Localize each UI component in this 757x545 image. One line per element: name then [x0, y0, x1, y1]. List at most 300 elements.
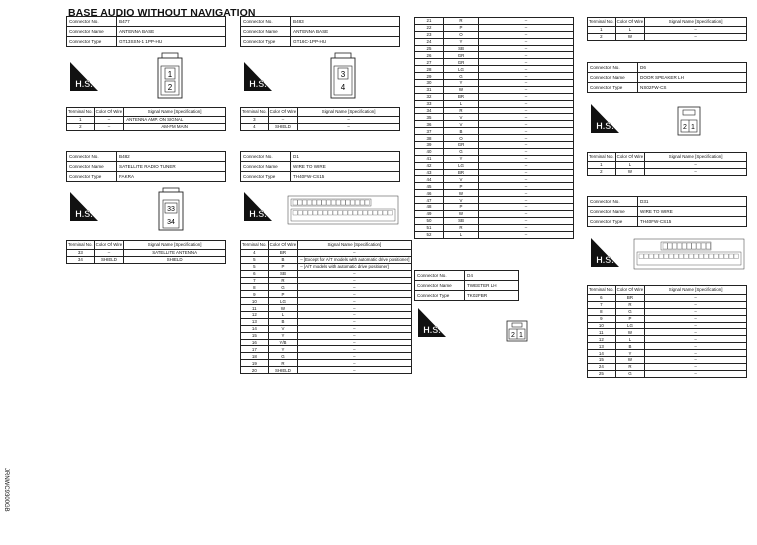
wire-color-cell: SB	[444, 217, 479, 224]
wire-color-cell: W	[268, 305, 298, 312]
table-row	[415, 217, 574, 224]
hs-icon	[68, 60, 100, 92]
table-row	[241, 277, 412, 284]
pin-cell	[699, 254, 703, 259]
connector-name: SATELLITE RADIO TUNER	[117, 162, 226, 172]
hs-icon	[242, 190, 274, 222]
connector-type: GT16C-1PP-HU	[291, 37, 400, 47]
terminal-no-cell: 11	[588, 329, 616, 336]
table-row	[415, 86, 574, 93]
table-row	[415, 142, 574, 149]
terminal-no-cell: 13	[241, 318, 269, 325]
table-row	[588, 295, 747, 302]
connector-face-b482	[156, 187, 186, 233]
label: Connector Type	[67, 172, 117, 182]
pin-cell	[664, 254, 668, 259]
wire-color-cell: O	[444, 31, 479, 38]
signal-cell: –	[479, 66, 574, 73]
wire-color-cell: LG	[444, 66, 479, 73]
pin-cell	[323, 211, 327, 216]
table-row	[415, 93, 574, 100]
connector-face-d6	[677, 106, 701, 136]
pin-cell	[714, 254, 718, 259]
signal-cell: –	[645, 336, 747, 343]
col-header: Signal Name [Specification]	[124, 108, 226, 117]
signal-cell: –	[479, 135, 574, 142]
pin-cell	[355, 200, 359, 205]
wire-color-cell: SHIELD	[268, 123, 298, 130]
table-row	[415, 183, 574, 190]
terminal-no-cell: 47	[415, 197, 444, 204]
label: Connector Type	[415, 291, 465, 301]
pin-cell	[333, 211, 337, 216]
signal-cell: –	[298, 318, 411, 325]
wire-color-cell: P	[444, 24, 479, 31]
terminal-no-cell: 46	[415, 190, 444, 197]
terminal-no-cell: 39	[415, 142, 444, 149]
label: Connector No.	[241, 152, 291, 162]
table-row	[415, 190, 574, 197]
wire-color-cell: –	[268, 117, 298, 124]
table-row	[241, 339, 412, 346]
terminal-no-cell: 7	[588, 301, 616, 308]
hs-icon	[242, 60, 274, 92]
wire-color-cell: P	[444, 183, 479, 190]
terminal-no-cell: 9	[588, 315, 616, 322]
signal-cell: –	[479, 128, 574, 135]
hs-icon	[589, 236, 621, 268]
pin-cell	[692, 243, 696, 249]
pin-label: 2	[511, 332, 515, 339]
pin-cell	[677, 243, 681, 249]
pin-cell	[684, 254, 688, 259]
connector-no: B482	[117, 152, 226, 162]
pin-cell	[341, 200, 345, 205]
table-row	[415, 100, 574, 107]
terminal-no-cell: 7	[241, 277, 269, 284]
pin-cell	[312, 200, 316, 205]
col-header: Signal Name [Specification]	[124, 241, 226, 250]
pin-label: 1	[519, 332, 523, 339]
terminal-no-cell: 45	[415, 183, 444, 190]
terminal-no-cell: 2	[588, 33, 616, 40]
terminal-table-b483	[240, 107, 400, 131]
signal-cell: –	[479, 59, 574, 66]
table-row	[415, 52, 574, 59]
terminal-table-d1-continued	[414, 17, 574, 239]
terminal-no-cell: 22	[415, 24, 444, 31]
col-header: Terminal No.	[241, 241, 269, 250]
signal-cell: –	[645, 343, 747, 350]
table-row	[241, 346, 412, 353]
wire-color-cell: BR	[444, 93, 479, 100]
signal-cell: –	[298, 250, 411, 257]
label: Connector Type	[67, 37, 117, 47]
wire-color-cell: LG	[268, 298, 298, 305]
wire-color-cell: Y	[268, 346, 298, 353]
pin-cell	[308, 211, 312, 216]
table-row	[415, 148, 574, 155]
table-row	[241, 332, 412, 339]
terminal-no-cell: 33	[67, 250, 95, 257]
terminal-no-cell: 18	[241, 353, 269, 360]
signal-cell: –	[479, 204, 574, 211]
pin-cell	[318, 211, 322, 216]
wire-color-cell: G	[268, 353, 298, 360]
signal-cell: –	[645, 322, 747, 329]
pin-cell	[649, 254, 653, 259]
terminal-no-cell: 49	[415, 210, 444, 217]
pin-cell	[348, 211, 352, 216]
terminal-no-cell: 9	[241, 291, 269, 298]
wire-color-cell: W	[615, 329, 645, 336]
table-row	[241, 270, 412, 277]
wire-color-cell: V	[268, 325, 298, 332]
terminal-no-cell: 4	[241, 250, 269, 257]
connector-name: TWEETER LH	[465, 281, 519, 291]
wire-color-cell: P	[268, 263, 298, 270]
terminal-no-cell: 8	[588, 308, 616, 315]
col-header: Terminal No.	[67, 108, 95, 117]
connector-face-d4	[506, 318, 528, 342]
terminal-no-cell: 16	[241, 339, 269, 346]
table-row	[415, 31, 574, 38]
connector-no: D31	[638, 197, 747, 207]
label: Connector Name	[588, 207, 638, 217]
table-row	[241, 318, 412, 325]
terminal-no-cell: 12	[241, 312, 269, 319]
signal-cell: –	[479, 148, 574, 155]
signal-cell: –	[298, 353, 411, 360]
terminal-no-cell: 1	[588, 27, 616, 34]
wire-color-cell: R	[444, 107, 479, 114]
table-row	[67, 250, 226, 257]
table-row	[588, 301, 747, 308]
wire-color-cell: Y	[444, 80, 479, 87]
signal-cell: –	[298, 298, 411, 305]
signal-cell: –	[298, 305, 411, 312]
table-row	[415, 155, 574, 162]
connector-no: D6	[638, 63, 747, 73]
table-row	[415, 18, 574, 25]
table-row	[241, 123, 400, 130]
table-row	[241, 284, 412, 291]
pin-cell	[704, 254, 708, 259]
pin-label: 33	[167, 206, 175, 213]
signal-cell: –	[479, 224, 574, 231]
signal-cell: –	[645, 27, 747, 34]
signal-cell: –	[645, 315, 747, 322]
table-row	[588, 315, 747, 322]
terminal-no-cell: 20	[241, 367, 269, 374]
wire-color-cell: GR	[444, 59, 479, 66]
label: Connector Type	[588, 217, 638, 227]
table-row	[588, 33, 747, 40]
connector-name: DOOR SPEAKER LH	[638, 73, 747, 83]
signal-cell: –	[645, 363, 747, 370]
terminal-table-d1	[240, 240, 412, 374]
connector-info-d4	[414, 270, 519, 301]
pin-cell	[293, 200, 297, 205]
wire-color-cell: V	[444, 197, 479, 204]
terminal-table-b477	[66, 107, 226, 131]
pin-cell	[317, 200, 321, 205]
wire-color-cell: BR	[444, 169, 479, 176]
label: Connector Name	[415, 281, 465, 291]
table-row	[241, 117, 400, 124]
table-row	[415, 114, 574, 121]
wire-color-cell: P	[268, 291, 298, 298]
connector-type: GT13SSN-1 1PP-HU	[117, 37, 226, 47]
table-row	[241, 291, 412, 298]
wire-color-cell: R	[268, 277, 298, 284]
signal-cell: –	[645, 33, 747, 40]
pin-cell	[331, 200, 335, 205]
connector-type: NS02FW-CS	[638, 83, 747, 93]
signal-cell: –	[479, 210, 574, 217]
connector-info-b482	[66, 151, 226, 182]
wire-color-cell: R	[444, 18, 479, 25]
table-row	[415, 204, 574, 211]
signal-cell: –	[298, 367, 411, 374]
terminal-no-cell: 2	[67, 123, 95, 130]
table-row	[588, 329, 747, 336]
pin-cell	[358, 211, 362, 216]
signal-cell: –	[479, 114, 574, 121]
signal-cell: –	[298, 339, 411, 346]
wire-color-cell: R	[268, 360, 298, 367]
terminal-no-cell: 27	[415, 59, 444, 66]
pin-cell	[307, 200, 311, 205]
pin-cell	[701, 243, 705, 249]
pin-cell	[360, 200, 364, 205]
wire-color-cell: G	[615, 370, 645, 377]
col-header: Color Of Wire	[615, 286, 645, 295]
pin-cell	[687, 243, 691, 249]
terminal-no-cell: 44	[415, 176, 444, 183]
pin-cell	[378, 211, 382, 216]
label: Connector Name	[67, 162, 117, 172]
pin-cell	[293, 211, 297, 216]
connector-name: WIRE TO WIRE	[291, 162, 400, 172]
terminal-no-cell: 21	[415, 18, 444, 25]
pin-cell	[734, 254, 738, 259]
connector-info-b483	[240, 16, 400, 47]
terminal-no-cell: 4	[241, 123, 269, 130]
wire-color-cell: Y	[444, 155, 479, 162]
label: Connector Name	[588, 73, 638, 83]
table-row	[415, 231, 574, 238]
pin-cell	[654, 254, 658, 259]
terminal-no-cell: 6	[241, 270, 269, 277]
table-row	[241, 367, 412, 374]
table-row	[415, 24, 574, 31]
col-header: Signal Name [Specification]	[645, 153, 747, 162]
terminal-no-cell: 23	[415, 31, 444, 38]
connector-info-d31	[587, 196, 747, 227]
wire-color-cell: W	[615, 168, 645, 175]
table-row	[415, 197, 574, 204]
wire-color-cell: W	[615, 33, 645, 40]
wire-color-cell: R	[615, 301, 645, 308]
table-row	[241, 305, 412, 312]
wire-color-cell: –	[94, 250, 124, 257]
table-row	[415, 73, 574, 80]
connector-face-b483	[328, 52, 358, 102]
pin-label: 1	[167, 70, 173, 79]
terminal-no-cell: 38	[415, 135, 444, 142]
pin-cell	[336, 200, 340, 205]
wire-color-cell: L	[268, 312, 298, 319]
pin-cell	[644, 254, 648, 259]
connector-info-d1	[240, 151, 400, 182]
terminal-no-cell: 13	[588, 343, 616, 350]
signal-cell: –	[645, 329, 747, 336]
signal-cell: –	[479, 31, 574, 38]
connector-type: TK02FBR	[465, 291, 519, 301]
terminal-no-cell: 28	[415, 66, 444, 73]
terminal-no-cell: 2	[588, 168, 616, 175]
pin-cell	[303, 200, 307, 205]
table-row	[241, 263, 412, 270]
terminal-no-cell: 25	[415, 45, 444, 52]
terminal-no-cell: 8	[241, 284, 269, 291]
wire-color-cell: G	[444, 148, 479, 155]
terminal-no-cell: 6	[588, 295, 616, 302]
wire-color-cell: W	[444, 86, 479, 93]
signal-cell: –	[298, 277, 411, 284]
signal-cell: ANTENNA AMP. ON SIGNAL	[124, 117, 226, 124]
figure-code-text: JRNWC9300GB	[3, 468, 9, 512]
signal-cell: AM-FM MAIN	[124, 123, 226, 130]
wire-color-cell: B	[268, 256, 298, 263]
terminal-no-cell: 31	[415, 86, 444, 93]
wire-color-cell: L	[444, 231, 479, 238]
signal-cell: –	[298, 117, 400, 124]
label: Connector Type	[588, 83, 638, 93]
wire-color-cell: O	[444, 135, 479, 142]
pin-cell	[673, 243, 677, 249]
signal-cell: –	[479, 142, 574, 149]
wire-color-cell: L	[444, 100, 479, 107]
terminal-no-cell: 41	[415, 155, 444, 162]
connector-no: D1	[291, 152, 400, 162]
pin-cell	[697, 243, 701, 249]
wire-color-cell: P	[615, 315, 645, 322]
wire-color-cell: Y	[268, 332, 298, 339]
wire-color-cell: LG	[444, 162, 479, 169]
pin-cell	[706, 243, 710, 249]
terminal-table-d4	[587, 17, 747, 41]
signal-cell: –	[645, 301, 747, 308]
signal-cell: –	[298, 312, 411, 319]
pin-cell	[346, 200, 350, 205]
connector-name: WIRE TO WIRE	[638, 207, 747, 217]
label: Connector Name	[67, 27, 117, 37]
connector-face-b477	[155, 52, 185, 102]
signal-cell: –	[479, 45, 574, 52]
table-row	[588, 27, 747, 34]
signal-cell: –	[479, 217, 574, 224]
table-row	[588, 308, 747, 315]
wire-color-cell: BR	[615, 295, 645, 302]
terminal-no-cell: 24	[415, 38, 444, 45]
terminal-no-cell: 33	[415, 100, 444, 107]
wire-color-cell: –	[94, 117, 124, 124]
col-header: Terminal No.	[67, 241, 95, 250]
table-row	[588, 357, 747, 364]
signal-cell: – [A/T models with automatic drive positioner]	[298, 263, 411, 270]
col-header: Color Of Wire	[615, 153, 645, 162]
signal-cell: –	[298, 346, 411, 353]
label: Connector No.	[67, 152, 117, 162]
wire-color-cell: GR	[444, 52, 479, 59]
col-header: Signal Name [Specification]	[298, 108, 400, 117]
table-row	[241, 298, 412, 305]
label: Connector Type	[241, 172, 291, 182]
pin-cell	[303, 211, 307, 216]
signal-cell: –	[645, 357, 747, 364]
pin-cell	[343, 211, 347, 216]
table-row	[415, 59, 574, 66]
signal-cell: –	[479, 155, 574, 162]
connector-face-d31	[633, 238, 745, 270]
signal-cell: –	[479, 80, 574, 87]
connector-no: B483	[291, 17, 400, 27]
pin-cell	[373, 211, 377, 216]
table-row	[588, 322, 747, 329]
table-row	[241, 250, 412, 257]
signal-cell: –	[479, 18, 574, 25]
wire-color-cell: GR	[444, 142, 479, 149]
wire-color-cell: W	[615, 357, 645, 364]
label: Connector Name	[241, 162, 291, 172]
wire-color-cell: SHIELD	[94, 256, 124, 263]
wire-color-cell: V	[444, 176, 479, 183]
terminal-no-cell: 5	[241, 256, 269, 263]
signal-cell: –	[645, 350, 747, 357]
terminal-no-cell: 15	[241, 332, 269, 339]
pin-cell	[327, 200, 331, 205]
label: Connector No.	[67, 17, 117, 27]
wire-color-cell: Y	[444, 38, 479, 45]
connector-type: TH40FW-CS15	[638, 217, 747, 227]
signal-cell: –	[479, 176, 574, 183]
signal-cell: –	[645, 308, 747, 315]
pin-cell	[328, 211, 332, 216]
table-row	[415, 107, 574, 114]
signal-cell: –	[479, 100, 574, 107]
pin-cell	[313, 211, 317, 216]
col-header: Color Of Wire	[268, 108, 298, 117]
signal-cell: –	[479, 190, 574, 197]
table-row	[67, 123, 226, 130]
col-header: Color Of Wire	[615, 18, 645, 27]
col-header: Terminal No.	[588, 18, 616, 27]
wire-color-cell: SHIELD	[268, 367, 298, 374]
wire-color-cell: Y	[615, 350, 645, 357]
col-header: Signal Name [Specification]	[645, 286, 747, 295]
connector-type: FAKRA	[117, 172, 226, 182]
pin-cell	[639, 254, 643, 259]
pin-cell	[663, 243, 667, 249]
connector-type: TH40FW-CS15	[291, 172, 400, 182]
terminal-no-cell: 34	[415, 107, 444, 114]
terminal-table-b482	[66, 240, 226, 264]
terminal-no-cell: 10	[588, 322, 616, 329]
terminal-no-cell: 12	[588, 336, 616, 343]
signal-cell: –	[479, 52, 574, 59]
